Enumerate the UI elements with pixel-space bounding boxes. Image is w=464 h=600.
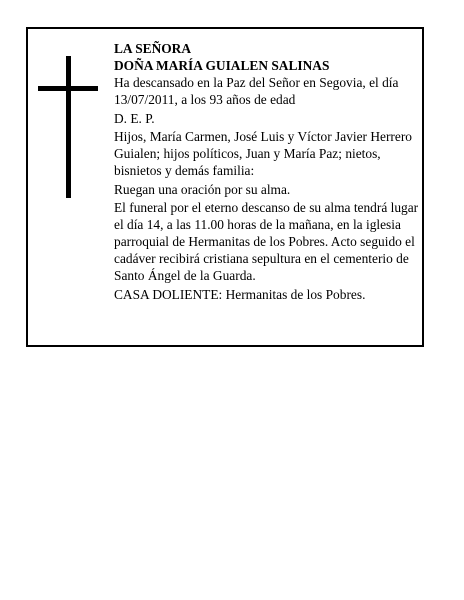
- cross-icon-crossbar: [38, 86, 98, 91]
- notice-paragraph-funeral: El funeral por el eterno descanso de su alma tendrá lugar el día 14, a las 11.00 horas de la mañana, en la iglesia parroquial de Hermanitas de los Pobres. Acto seguido el cadáver recibirá cristiana sepultura en el cementerio de Santo Ángel de la Guarda.: [114, 200, 419, 284]
- notice-paragraph-announcement: Ha descansado en la Paz del Señor en Segovia, el día 13/07/2011, a los 93 años de edad: [114, 75, 399, 107]
- notice-paragraph-mourning-house: CASA DOLIENTE: Hermanitas de los Pobres.: [114, 286, 366, 302]
- notice-title-line1: LA SEÑORA: [114, 41, 192, 56]
- obituary-notice: [26, 27, 424, 347]
- notice-paragraph-dep: D. E. P.: [114, 110, 155, 126]
- cross-icon: [66, 56, 71, 198]
- notice-paragraph-family: Hijos, María Carmen, José Luis y Víctor Javier Herrero Guialen; hijos políticos, Juan y María Paz; nietos, bisnietos y demás familia:: [114, 129, 412, 179]
- notice-paragraph-prayer: Ruegan una oración por su alma.: [114, 181, 291, 197]
- notice-text: [114, 40, 422, 305]
- notice-title-line2: DOÑA MARÍA GUIALEN SALINAS: [114, 58, 330, 73]
